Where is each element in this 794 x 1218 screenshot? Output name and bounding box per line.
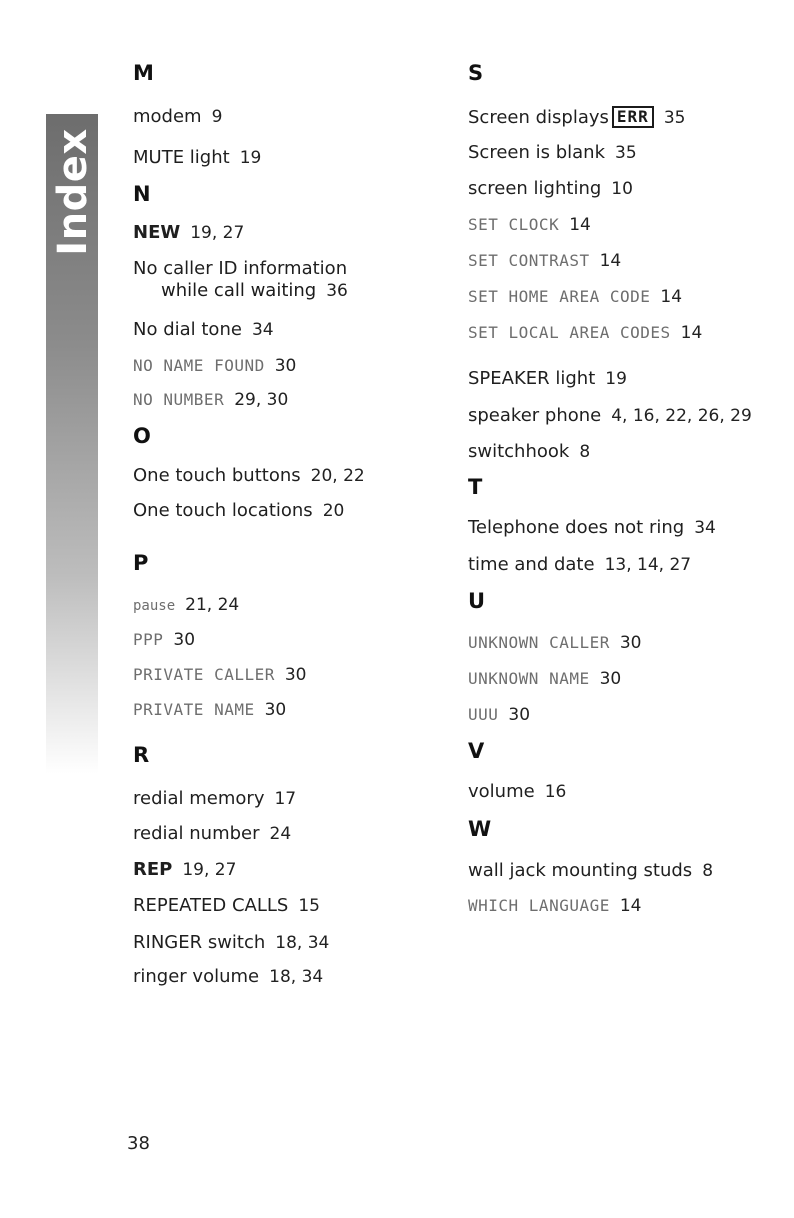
index-entry-rep: [133, 859, 236, 881]
index-entry-no-name-found: [133, 355, 296, 377]
index-entry-private-caller: [133, 664, 307, 686]
index-entry-term: redial number: [133, 823, 260, 844]
index-entry-pages: 13, 14, 27: [604, 555, 692, 575]
index-entry-term: switchhook: [468, 441, 570, 462]
index-entry-no-caller-id-information: [133, 258, 348, 302]
index-entry-pages: 35: [615, 143, 637, 163]
index-entry-modem: [133, 106, 222, 128]
index-entry-set-local-area-codes: [468, 322, 702, 344]
index-entry-pages: 36: [326, 281, 348, 301]
index-entry-term: UUU: [468, 705, 499, 724]
index-entry-term: speaker phone: [468, 405, 602, 426]
index-entry-pages: 14: [569, 215, 591, 235]
index-side-tab-label: Index: [50, 128, 96, 256]
index-entry-pages: 19, 27: [190, 223, 245, 243]
index-entry-pages: 30: [619, 633, 642, 653]
index-entry-redial-memory: [133, 788, 296, 810]
index-entry-term: One touch buttons: [133, 465, 301, 486]
index-entry-mute-light: [133, 147, 261, 169]
index-entry-pages: 10: [611, 179, 633, 199]
index-entry-ringer-volume: [133, 966, 323, 988]
index-entry-time-and-date: [468, 554, 691, 576]
index-entry-term: NEW: [133, 222, 181, 243]
index-entry-switchhook: [468, 441, 590, 463]
index-entry-speaker-light: [468, 368, 627, 390]
index-entry-pages: 30: [274, 356, 297, 376]
index-entry-unknown-caller: [468, 632, 642, 654]
index-entry-term: No caller ID information: [133, 258, 348, 279]
index-entry-repeated-calls: [133, 895, 320, 917]
index-entry-pages: 21, 24: [185, 595, 240, 615]
index-letter-heading: V: [468, 739, 485, 763]
index-entry-term: MUTE light: [133, 147, 230, 168]
index-entry-pause: [133, 594, 239, 617]
index-entry-pages: 24: [269, 824, 292, 844]
index-entry-wall-jack-mounting-studs: [468, 860, 713, 882]
index-entry-pages: 19: [605, 369, 627, 389]
index-entry-screen-lighting: [468, 178, 633, 200]
index-entry-term: modem: [133, 106, 202, 127]
index-entry-term: No dial tone: [133, 319, 242, 340]
index-entry-term: ringer volume: [133, 966, 260, 987]
index-entry-term: time and date: [468, 554, 595, 575]
index-entry-term: One touch locations: [133, 500, 313, 521]
index-entry-term: SET HOME AREA CODE: [468, 287, 651, 306]
index-entry-pages: 20: [322, 501, 345, 521]
index-entry-pages: 8: [579, 442, 591, 462]
index-letter-heading: U: [468, 589, 486, 613]
index-entry-speaker-phone: [468, 405, 752, 427]
index-entry-screen-is-blank: [468, 142, 637, 164]
index-letter-heading: T: [468, 475, 483, 499]
index-entry-pages: 8: [702, 861, 714, 881]
index-letter-heading: S: [468, 61, 484, 85]
index-entry-pages: 30: [599, 669, 622, 689]
index-entry-pages: 14: [680, 323, 703, 343]
index-letter-heading: P: [133, 551, 149, 575]
index-entry-term: NO NUMBER: [133, 390, 225, 409]
index-entry-term: SET CONTRAST: [468, 251, 590, 270]
index-entry-term-continuation: [133, 280, 348, 302]
index-entry-term: REP: [133, 859, 173, 880]
index-entry-pages: 18, 34: [275, 933, 330, 953]
index-entry-pages: 35: [663, 108, 686, 128]
index-entry-term: pause: [133, 598, 176, 614]
index-letter-heading: O: [133, 424, 151, 448]
index-entry-term: volume: [468, 781, 535, 802]
index-entry-term: UNKNOWN CALLER: [468, 633, 610, 652]
err-display-badge: ERR: [612, 106, 654, 128]
index-entry-pages: 20, 22: [310, 466, 365, 486]
index-entry-pages: 34: [251, 320, 274, 340]
index-entry-term: RINGER switch: [133, 932, 266, 953]
index-entry-pages: 14: [599, 251, 622, 271]
index-entry-pages: 4, 16, 22, 26, 29: [611, 406, 752, 426]
index-letter-heading: M: [133, 61, 154, 85]
index-entry-term: Screen displays: [468, 107, 609, 128]
index-entry-one-touch-buttons: [133, 465, 365, 487]
index-entry-pages: 19: [239, 148, 262, 168]
index-entry-term: UNKNOWN NAME: [468, 669, 590, 688]
index-entry-screen-displays: [468, 106, 685, 129]
index-entry-volume: [468, 781, 566, 803]
index-entry-term: NO NAME FOUND: [133, 356, 265, 375]
index-entry-private-name: [133, 699, 286, 721]
index-entry-term: WHICH LANGUAGE: [468, 896, 610, 915]
index-letter-heading: R: [133, 743, 150, 767]
index-entry-term: SPEAKER light: [468, 368, 596, 389]
index-entry-telephone-does-not-ring: [468, 517, 716, 539]
index-entry-term: SET LOCAL AREA CODES: [468, 323, 671, 342]
index-entry-ringer-switch: [133, 932, 329, 954]
index-entry-set-contrast: [468, 250, 621, 272]
index-entry-term: PPP: [133, 630, 164, 649]
index-entry-term: screen lighting: [468, 178, 602, 199]
index-entry-pages: 30: [264, 700, 287, 720]
page-number: 38: [127, 1133, 150, 1154]
index-entry-no-number: [133, 389, 288, 411]
index-entry-term: PRIVATE NAME: [133, 700, 255, 719]
index-entry-one-touch-locations: [133, 500, 344, 522]
index-entry-pages: 14: [619, 896, 642, 916]
index-entry-term: PRIVATE CALLER: [133, 665, 275, 684]
index-entry-term: SET CLOCK: [468, 215, 560, 234]
index-entry-ppp: [133, 629, 195, 651]
index-entry-pages: 30: [508, 705, 531, 725]
index-entry-pages: 15: [298, 896, 320, 916]
index-entry-pages: 30: [173, 630, 196, 650]
index-entry-term: wall jack mounting studs: [468, 860, 693, 881]
index-entry-term: Screen is blank: [468, 142, 605, 163]
index-entry-pages: 19, 27: [182, 860, 237, 880]
index-entry-unknown-name: [468, 668, 621, 690]
index-entry-no-dial-tone: [133, 319, 274, 341]
index-entry-term-continuation-text: while call waiting: [161, 280, 317, 301]
index-entry-pages: 18, 34: [269, 967, 324, 987]
index-entry-pages: 30: [284, 665, 307, 685]
index-entry-redial-number: [133, 823, 291, 845]
index-entry-pages: 16: [544, 782, 567, 802]
index-entry-set-clock: [468, 214, 591, 236]
index-entry-pages: 34: [694, 518, 716, 538]
index-entry-uuu: [468, 704, 530, 726]
index-letter-heading: W: [468, 817, 492, 841]
index-entry-term: redial memory: [133, 788, 265, 809]
index-entry-new: [133, 222, 244, 244]
index-entry-term: Telephone does not ring: [468, 517, 685, 538]
index-entry-pages: 29, 30: [234, 390, 289, 410]
index-entry-pages: 17: [274, 789, 297, 809]
index-entry-term: REPEATED CALLS: [133, 895, 289, 916]
index-entry-pages: 14: [660, 287, 683, 307]
index-entry-set-home-area-code: [468, 286, 682, 308]
index-entry-pages: 9: [211, 107, 223, 127]
index-letter-heading: N: [133, 182, 151, 206]
index-entry-which-language: [468, 895, 642, 917]
